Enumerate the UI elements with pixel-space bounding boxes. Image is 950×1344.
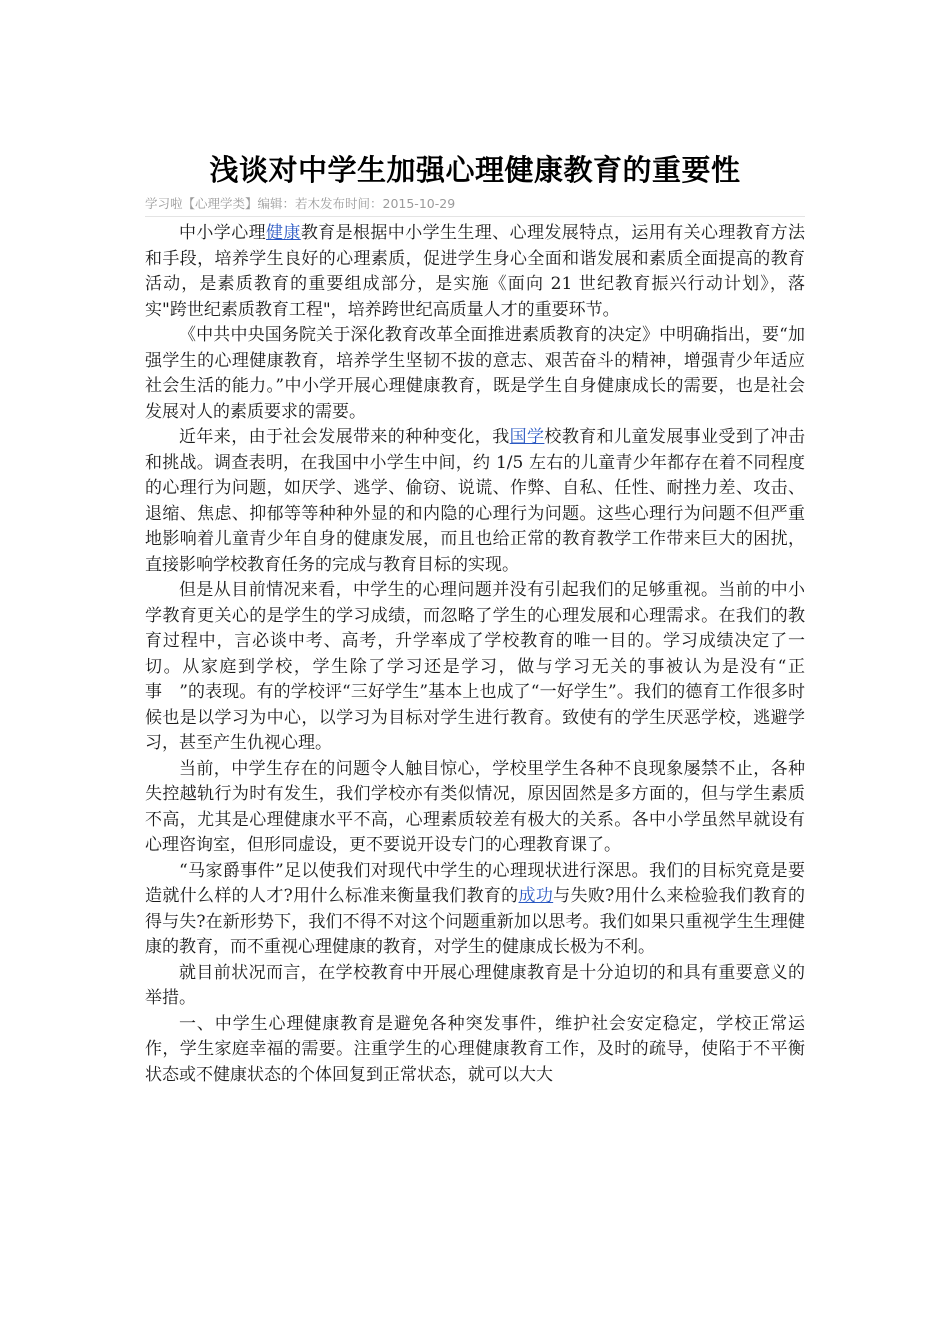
inline-link[interactable]: 健康	[266, 223, 301, 243]
paragraph	[145, 961, 805, 1012]
article-title: 浅谈对中学生加强心理健康教育的重要性	[209, 153, 741, 187]
paragraph-text: 中小学心理	[179, 223, 266, 243]
paragraph-text: 就目前状况而言，在学校教育中开展心理健康教育是十分迫切的和具有重要意义的举措。	[145, 962, 805, 1008]
paragraph	[145, 425, 805, 578]
article-body	[145, 221, 805, 1088]
paragraph-text: 近年来，由于社会发展带来的种种变化，我	[179, 427, 510, 447]
paragraph	[145, 221, 805, 323]
article	[145, 150, 805, 1088]
inline-link[interactable]: 国学	[509, 427, 545, 447]
paragraph	[145, 757, 805, 859]
paragraph	[145, 323, 805, 425]
paragraph	[145, 1012, 805, 1089]
paragraph-text: 校教育和儿童发展事业受到了冲击和挑战。调查表明，在我国中小学生中间，约 1/5 左右的儿童青少年都存在着不同程度的心理行为问题，如厌学、逃学、偷窃、说谎、作弊、自私、任性、耐挫力差、攻击、退缩、焦虑、抑郁等等种种外显的和内隐的心理行为问题。这些心理行为问题不但严重地影响着儿童青少年自身的健康发展，而且也给正常的教育教学工作带来巨大的困扰，直接影响学校教育任务的完成与教育目标的实现。	[145, 427, 806, 575]
paragraph-text: “马家爵事件”足以使我们对现代中学生的心理现状进行深思。我们的目标究竟是要造就什么样的人才?用什么标准来衡量我们教育的	[145, 860, 805, 906]
paragraph-text: 一、中学生心理健康教育是避免各种突发事件，维护社会安定稳定，学校正常运作，学生家庭幸福的需要。注重学生的心理健康教育工作，及时的疏导，使陷于不平衡状态或不健康状态的个体回复到正常状态，就可以大大	[145, 1013, 805, 1085]
paragraph	[145, 859, 805, 961]
paragraph-text: 当前，中学生存在的问题令人触目惊心，学校里学生各种不良现象屡禁不止，各种失控越轨行为时有发生，我们学校亦有类似情况，原因固然是多方面的，但与学生素质不高，尤其是心理健康水平不高，心理素质较差有极大的关系。各中小学虽然早就设有心理咨询室，但形同虚设，更不要说开设专门的心理教育课了。	[145, 758, 805, 855]
paragraph-text: 但是从目前情况来看，中学生的心理问题并没有引起我们的足够重视。当前的中小学教育更关心的是学生的学习成绩，而忽略了学生的心理发展和心理需求。在我们的教育过程中，言必谈中考、高考，升学率成了学校教育的唯一目的。学习成绩决定了一切。从家庭到学校，学生除了学习还是学习，做与学习无关的事被认为是没有“正事 ”的表现。有的学校评“三好学生”基本上也成了“一好学生”。我们的德育工作很多时候也是以学习为中心，以学习为目标对学生进行教育。致使有的学生厌恶学校，逃避学习，甚至产生仇视心理。	[145, 580, 805, 753]
paragraph-text: 与失败?用什么来检验我们教育的得与失?在新形势下，我们不得不对这个问题重新加以思考。我们如果只重视学生生理健康的教育，而不重视心理健康的教育，对学生的健康成长极为不利。	[145, 886, 805, 957]
paragraph-text: 《中共中央国务院关于深化教育改革全面推进素质教育的决定》中明确指出，要“加强学生的心理健康教育，培养学生坚韧不拔的意志、艰苦奋斗的精神，增强青少年适应社会生活的能力。”中小学开展心理健康教育，既是学生自身健康成长的需要，也是社会发展对人的素质要求的需要。	[145, 325, 805, 422]
paragraph	[145, 578, 805, 757]
article-meta: 学习啦【心理学类】编辑：若木发布时间：2015-10-29	[145, 196, 805, 217]
paragraph-text: 教育是根据中小学生生理、心理发展特点，运用有关心理教育方法和手段，培养学生良好的心理素质，促进学生身心全面和谐发展和素质全面提高的教育活动，是素质教育的重要组成部分，是实施《面向 21 世纪教育振兴行动计划》，落实"跨世纪素质教育工程"，培养跨世纪高质量人才的重要环节。	[145, 223, 806, 320]
inline-link[interactable]: 成功	[518, 886, 554, 906]
